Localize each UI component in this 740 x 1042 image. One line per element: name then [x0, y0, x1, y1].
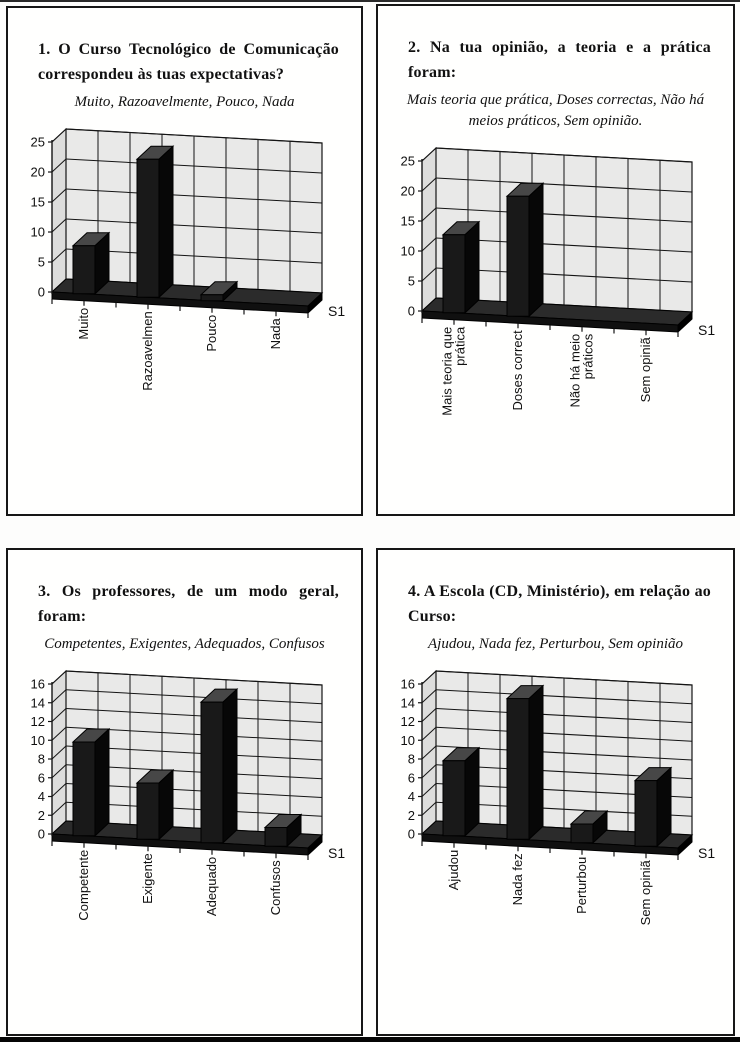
category-label: Doses correct: [510, 329, 525, 411]
scan-edge-top: [0, 0, 740, 2]
bar-side-face: [159, 146, 173, 297]
bar-0: [443, 221, 479, 312]
series-label: S1: [698, 844, 716, 861]
series-label: S1: [328, 844, 346, 861]
bar-3: [635, 767, 671, 846]
value-tick-label: 2: [407, 807, 415, 823]
value-tick-label: 5: [37, 254, 45, 270]
chart-title-q4: 4. A Escola (CD, Ministério), em relação ao Curso:: [408, 583, 711, 625]
bar-front-face: [443, 760, 465, 835]
bar-front-face: [265, 827, 287, 846]
category-label: Muito: [76, 307, 91, 340]
bar-side-face: [465, 747, 479, 835]
value-tick-label: 10: [30, 732, 45, 748]
value-tick-label: 8: [37, 751, 45, 767]
category-label: Exigente: [140, 852, 155, 904]
category-label: Nada: [268, 317, 283, 349]
bar-front-face: [73, 245, 95, 293]
value-tick-label: 14: [30, 694, 45, 710]
value-tick-label: 16: [400, 676, 415, 692]
bar-side-face: [159, 770, 173, 839]
value-tick-label: 12: [400, 713, 415, 729]
bar-front-face: [571, 824, 593, 843]
bar-1: [507, 183, 543, 316]
bar-side-face: [223, 689, 237, 843]
bar-front-face: [137, 159, 159, 297]
bar-front-face: [201, 294, 223, 300]
left-wall: [52, 129, 66, 292]
category-label: Sem opiniã: [638, 336, 653, 402]
value-tick-label: 0: [37, 284, 45, 300]
category-label: Não há meio: [567, 333, 583, 408]
value-tick-label: 25: [30, 134, 45, 150]
value-tick-label: 0: [407, 303, 415, 319]
chart-subtitle-q1: Muito, Razoavelmente, Pouco, Nada: [74, 93, 295, 110]
value-tick-label: 10: [400, 732, 415, 748]
bar-front-face: [507, 698, 529, 839]
bar3d-chart-q2: [386, 144, 726, 484]
category-label: Nada fez: [510, 852, 525, 905]
chart-subtitle-q2: Mais teoria que prática, Doses correctas, Não há meios práticos, Sem opinião.: [406, 91, 705, 129]
category-label: Adequado: [204, 856, 219, 916]
value-tick-label: 12: [30, 713, 45, 729]
value-tick-label: 25: [400, 153, 415, 169]
category-label: prática: [452, 326, 468, 366]
value-tick-label: 10: [30, 224, 45, 240]
category-label: Competente: [76, 849, 91, 921]
chart-panel-q3: [6, 548, 363, 1036]
bar-front-face: [201, 702, 223, 843]
value-tick-label: 4: [37, 788, 45, 804]
bar-front-face: [507, 196, 529, 316]
value-tick-label: 20: [30, 164, 45, 180]
bar-side-face: [465, 221, 479, 312]
bar-side-face: [95, 729, 109, 836]
bar-1: [137, 770, 173, 839]
scan-edge-bottom: [0, 1037, 740, 1042]
chart-panel-q1: [6, 6, 363, 516]
bar-side-face: [657, 767, 671, 846]
bar-0: [443, 747, 479, 835]
category-label: Pouco: [204, 314, 219, 352]
bar-front-face: [635, 780, 657, 846]
category-label: Mais teoria que: [439, 326, 455, 416]
series-label: S1: [328, 302, 346, 319]
value-tick-label: 20: [400, 183, 415, 199]
value-tick-label: 4: [407, 788, 415, 804]
value-tick-label: 14: [400, 694, 415, 710]
bar-side-face: [529, 183, 543, 316]
series-label: S1: [698, 321, 716, 338]
bar3d-chart-q1: [16, 125, 356, 465]
chart-title-q2: 2. Na tua opinião, a teoria e a prática foram:: [408, 39, 711, 81]
bar-front-face: [137, 783, 159, 839]
bar-0: [73, 729, 109, 836]
bar3d-chart-q4: [386, 667, 726, 997]
chart-title-q3: 3. Os professores, de um modo geral, foram:: [38, 583, 339, 625]
category-label: Sem opiniã: [638, 859, 653, 925]
value-tick-label: 0: [407, 826, 415, 842]
bar-side-face: [529, 685, 543, 839]
value-tick-label: 2: [37, 807, 45, 823]
bar-front-face: [443, 234, 465, 312]
value-tick-label: 0: [37, 826, 45, 842]
value-tick-label: 15: [400, 213, 415, 229]
value-tick-label: 5: [407, 273, 415, 289]
category-label: Confusos: [268, 859, 283, 915]
category-label: Ajudou: [446, 849, 461, 890]
value-tick-label: 6: [407, 769, 415, 785]
category-label: Razoavelmen: [140, 310, 155, 391]
category-label: práticos: [580, 333, 596, 379]
value-tick-label: 10: [400, 243, 415, 259]
value-tick-label: 8: [407, 751, 415, 767]
chart-subtitle-q3: Competentes, Exigentes, Adequados, Confusos: [44, 635, 325, 652]
chart-title-q1: 1. O Curso Tecnológico de Comunicação correspondeu às tuas expectativas?: [38, 41, 339, 83]
category-label: Perturbou: [574, 856, 589, 914]
bar-1: [137, 146, 173, 297]
bar-front-face: [73, 742, 95, 836]
chart-subtitle-q4: Ajudou, Nada fez, Perturbou, Sem opinião: [428, 635, 683, 652]
value-tick-label: 15: [30, 194, 45, 210]
left-wall: [422, 148, 436, 311]
value-tick-label: 6: [37, 769, 45, 785]
bar-0: [73, 232, 109, 293]
bar3d-chart-q3: [16, 667, 356, 997]
bar-1: [507, 685, 543, 839]
chart-panel-q4: [376, 548, 735, 1036]
value-tick-label: 16: [30, 676, 45, 692]
bar-2: [201, 689, 237, 843]
chart-panel-q2: [376, 4, 735, 516]
